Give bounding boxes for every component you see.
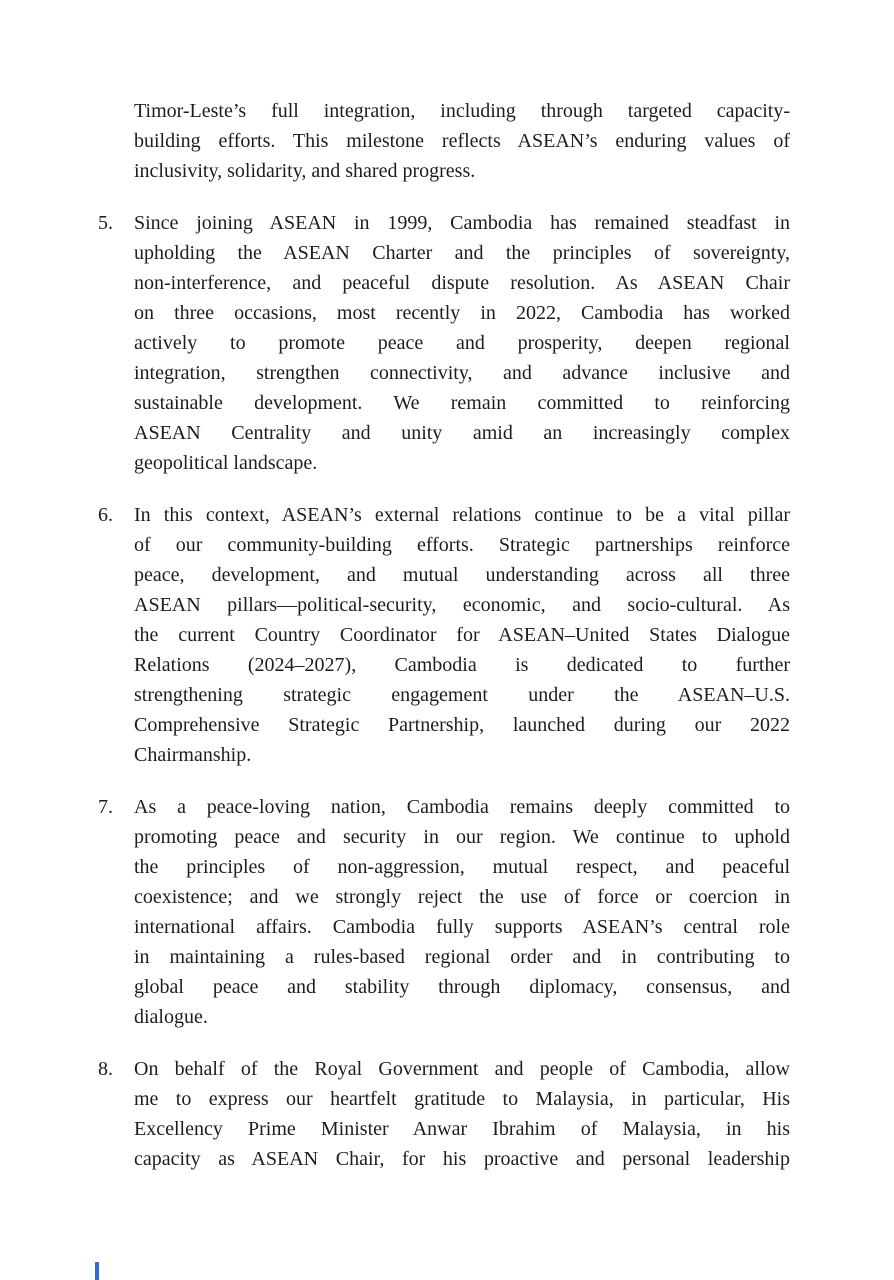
text-line: integration, strengthen connectivity, and advance inclusive and [134, 362, 790, 384]
text-line: Excellency Prime Minister Anwar Ibrahim of Malaysia, in his [134, 1118, 790, 1140]
text-line: On behalf of the Royal Government and people of Cambodia, allow [134, 1058, 790, 1080]
text-line: peace, development, and mutual understanding across all three [134, 564, 790, 586]
paragraph [98, 500, 790, 770]
text-line: in maintaining a rules-based regional order and in contributing to [134, 946, 790, 968]
text-line: of our community-building efforts. Strategic partnerships reinforce [134, 534, 790, 556]
paragraph-number: 5. [98, 212, 113, 234]
paragraph [98, 792, 790, 1032]
text-line: coexistence; and we strongly reject the use of force or coercion in [134, 886, 790, 908]
text-line: promoting peace and security in our region. We continue to uphold [134, 826, 790, 848]
text-line: on three occasions, most recently in 2022, Cambodia has worked [134, 302, 790, 324]
text-line: capacity as ASEAN Chair, for his proactive and personal leadership [134, 1148, 790, 1170]
text-line: the current Country Coordinator for ASEAN–United States Dialogue [134, 624, 790, 646]
text-line: dialogue. [134, 1006, 208, 1028]
text-line: non-interference, and peaceful dispute resolution. As ASEAN Chair [134, 272, 790, 294]
text-line: Timor-Leste’s full integration, including through targeted capacity- [134, 100, 790, 122]
text-line: ASEAN Centrality and unity amid an increasingly complex [134, 422, 790, 444]
text-line: upholding the ASEAN Charter and the principles of sovereignty, [134, 242, 790, 264]
text-line: actively to promote peace and prosperity, deepen regional [134, 332, 790, 354]
paragraph [98, 1054, 790, 1174]
text-line: global peace and stability through diplomacy, consensus, and [134, 976, 790, 998]
page-margin-marker [95, 1262, 99, 1280]
text-line: the principles of non-aggression, mutual respect, and peaceful [134, 856, 790, 878]
paragraph-number: 6. [98, 504, 113, 526]
text-line: international affairs. Cambodia fully supports ASEAN’s central role [134, 916, 790, 938]
text-line: inclusivity, solidarity, and shared progress. [134, 160, 476, 182]
paragraph-number: 8. [98, 1058, 113, 1080]
text-line: building efforts. This milestone reflects ASEAN’s enduring values of [134, 130, 790, 152]
document-text-block [98, 96, 790, 1174]
text-line: me to express our heartfelt gratitude to Malaysia, in particular, His [134, 1088, 790, 1110]
paragraph [98, 208, 790, 478]
text-line: Since joining ASEAN in 1999, Cambodia has remained steadfast in [134, 212, 790, 234]
text-line: Relations (2024–2027), Cambodia is dedicated to further [134, 654, 790, 676]
text-line: As a peace-loving nation, Cambodia remains deeply committed to [134, 796, 790, 818]
paragraph-number: 7. [98, 796, 113, 818]
text-line: In this context, ASEAN’s external relations continue to be a vital pillar [134, 504, 790, 526]
text-line: ASEAN pillars—political-security, economic, and socio-cultural. As [134, 594, 790, 616]
text-line: sustainable development. We remain committed to reinforcing [134, 392, 790, 414]
text-line: strengthening strategic engagement under the ASEAN–U.S. [134, 684, 790, 706]
paragraph [98, 96, 790, 186]
text-line: Comprehensive Strategic Partnership, launched during our 2022 [134, 714, 790, 736]
text-line: Chairmanship. [134, 744, 252, 766]
text-line: geopolitical landscape. [134, 452, 318, 474]
